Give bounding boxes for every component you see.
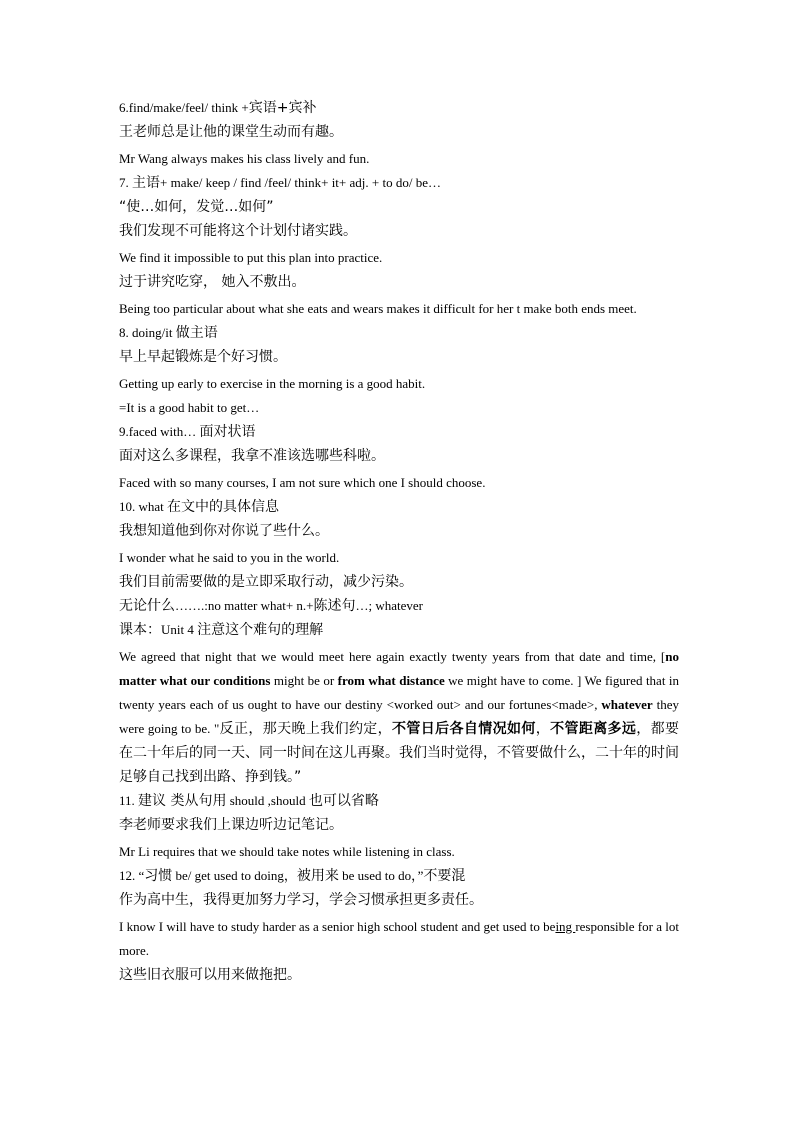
example-en-paragraph: Being too particular about what she eats and wears makes it difficult for her t make both ends meet.	[119, 301, 637, 316]
example-zh: 作为高中生，我得更加努力学习，学会习惯承担更多责任。	[119, 892, 483, 908]
heading-12-en2: be used to do，”	[338, 868, 424, 883]
heading-10-en: 10. what	[119, 499, 168, 514]
example-zh: 过于讲究吃穿， 她入不敷出。	[119, 274, 306, 290]
example-en-alt: =It is a good habit to get…	[119, 400, 260, 415]
example-en-paragraph	[119, 915, 679, 963]
heading-6-zh: 宾语+宾补	[248, 100, 317, 116]
passage-bold: whatever	[601, 697, 653, 712]
whatever-en: …….:no matter what+ n.+	[175, 598, 314, 613]
passage-text: might be or	[270, 673, 338, 688]
textbook-note: 注意这个难句的理解	[197, 622, 324, 638]
passage-zh-bold: 不管日后各自情况如何	[392, 721, 536, 737]
textbook-line	[119, 618, 679, 642]
heading-8-en: 8. doing/it	[119, 325, 176, 340]
whatever-zh2: 陈述句	[313, 598, 356, 614]
passage-zh: ，	[535, 721, 551, 737]
passage-zh-bold: 不管距离多远	[550, 721, 637, 737]
passage-text: they were going to be. "	[119, 697, 679, 736]
heading-12-zh3: 不要混	[423, 868, 466, 884]
example-zh: 早上早起锻炼是个好习惯。	[119, 349, 287, 365]
heading-11	[119, 789, 679, 813]
heading-7-en: + make/ keep / find /feel/ think+ it+ adj. + to do/ be…	[160, 175, 441, 190]
heading-11-num: 11.	[119, 793, 139, 808]
passage-bold: no matter what our conditions	[119, 649, 679, 688]
example-zh: 我们目前需要做的是立即采取行动，减少污染。	[119, 574, 413, 590]
example-zh: 面对这么多课程，我拿不准该选哪些科啦。	[119, 448, 385, 464]
whatever-en2: …; whatever	[355, 598, 424, 613]
heading-12-en: be/ get used to doing，	[172, 868, 297, 883]
passage-text: We agreed that night that we would meet here again exactly twenty years from that date and time, [	[119, 649, 666, 664]
whatever-line	[119, 594, 679, 618]
heading-7-num: 7.	[119, 175, 132, 190]
example-zh: 我们发现不可能将这个计划付诸实践。	[119, 223, 357, 239]
example-en: Mr Li requires that we should take notes while listening in class.	[119, 844, 455, 859]
example-zh: 我想知道他到你对你说了些什么。	[119, 523, 329, 539]
heading-12-num: 12. “	[119, 868, 145, 883]
document-page	[119, 96, 679, 987]
example-en: Mr Wang always makes his class lively and fun.	[119, 151, 370, 166]
heading-11-zh: 建议 类从句用	[138, 793, 227, 809]
example-en: We find it impossible to put this plan into practice.	[119, 250, 383, 265]
example-en: Faced with so many courses, I am not sure which one I should choose.	[119, 475, 486, 490]
example-en-text: I know I will have to study harder as a senior high school student and get used to be	[119, 919, 556, 934]
underlined-suffix: ing	[555, 919, 576, 934]
example-en: I wonder what he said to you in the world.	[119, 550, 340, 565]
heading-7	[119, 171, 679, 195]
passage-zh: ，都要在二十年后的同一天、同一时间在这儿再聚。我们当时觉得，不管要做什么，二十年的时间足够自己找到出路、挣到钱。”	[119, 721, 680, 785]
passage-en	[119, 645, 679, 789]
example-zh: 王老师总是让他的课堂生动而有趣。	[119, 124, 343, 140]
heading-11-zh2: 也可以省略	[308, 793, 379, 809]
heading-9-en: 9.faced with…	[119, 424, 200, 439]
passage	[119, 645, 679, 789]
passage-text: we might have to come. ] We figured that in twenty years each of us ought to have our destiny <worked out> and our fortunes<made>,	[119, 673, 680, 712]
passage-zh: 反正，那天晚上我们约定，	[219, 721, 393, 737]
heading-7-zh: 主语	[132, 175, 160, 191]
example-en-text: responsible for a lot more.	[119, 919, 679, 958]
whatever-zh: 无论什么	[119, 598, 175, 614]
textbook-label: 课本：	[119, 622, 161, 638]
heading-9-zh: 面对状语	[199, 424, 256, 440]
heading-8	[119, 321, 679, 345]
heading-11-en: should ,should	[226, 793, 309, 808]
heading-9	[119, 420, 679, 444]
note-line: “使…如何，发觉…如何”	[119, 199, 274, 215]
example-zh: 李老师要求我们上课边听边记笔记。	[119, 817, 343, 833]
heading-10-zh: 在文中的具体信息	[167, 499, 280, 515]
example-zh: 这些旧衣服可以用来做拖把。	[119, 967, 301, 983]
heading-8-zh: 做主语	[175, 325, 218, 341]
passage-bold: from what distance	[337, 673, 445, 688]
heading-6	[119, 96, 679, 120]
textbook-unit: Unit 4	[161, 622, 198, 637]
heading-6-en: 6.find/make/feel/ think +	[119, 100, 249, 115]
heading-12-zh: 习惯	[144, 868, 173, 884]
heading-12	[119, 864, 679, 888]
heading-12-zh2: 被用来	[296, 868, 339, 884]
example-en: Getting up early to exercise in the morning is a good habit.	[119, 376, 426, 391]
heading-10	[119, 495, 679, 519]
